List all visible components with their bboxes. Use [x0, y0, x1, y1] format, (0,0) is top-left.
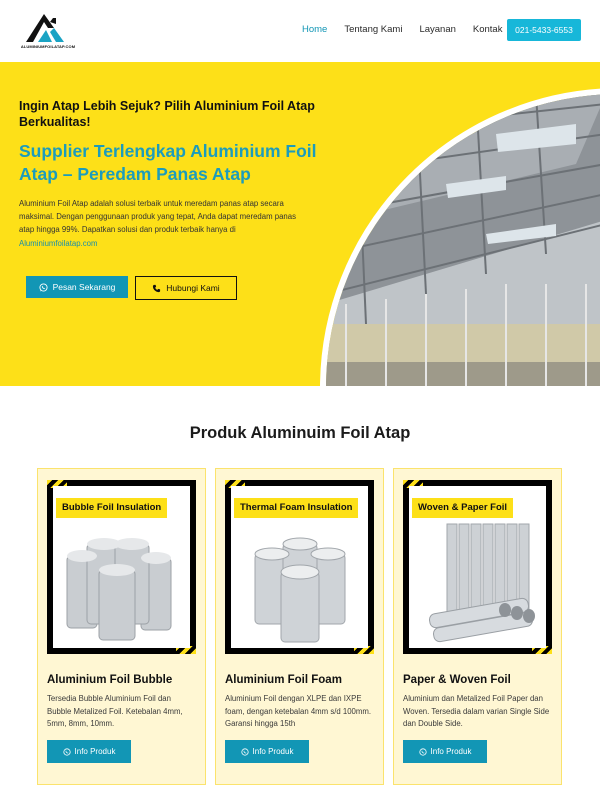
product-name: Aluminium Foil Bubble — [47, 674, 173, 686]
hero-roof-photo — [320, 88, 600, 386]
contact-us-button[interactable] — [135, 276, 237, 300]
contact-us-label: Hubungi Kami — [166, 283, 220, 293]
hero-site-link[interactable]: Aluminiumfoilatap.com — [19, 238, 98, 248]
product-image-foam — [225, 480, 374, 654]
order-now-label: Pesan Sekarang — [52, 282, 116, 292]
product-card-woven — [393, 468, 562, 785]
nav-tentang-kami[interactable]: Tentang Kami — [344, 24, 403, 35]
product-info-label: Info Produk — [252, 747, 294, 756]
nav-kontak[interactable]: Kontak — [472, 24, 503, 35]
product-description: Aluminium dan Metalized Foil Paper dan Woven. Tersedia dalam varian Single Side dan Double Side. — [403, 694, 550, 728]
whatsapp-icon — [241, 748, 249, 756]
product-info-button[interactable] — [47, 740, 131, 763]
logo-text: ALUMINIUMFOILATAP.COM — [20, 44, 76, 49]
product-image-label: Woven & Paper Foil — [412, 498, 513, 518]
phone-button[interactable]: 021-5433-6553 — [507, 19, 581, 41]
product-card-bubble — [37, 468, 206, 785]
whatsapp-icon — [419, 748, 427, 756]
nav-home[interactable]: Home — [302, 24, 328, 35]
product-info-label: Info Produk — [430, 747, 472, 756]
site-header — [0, 0, 600, 62]
hero-description-text: Aluminium Foil Atap adalah solusi terbaik untuk meredam panas atap secara maksimal. Dengan penggunaan produk yang tepat, Anda dapat meredam panas atap hingga 99%. Dapatkan solusi dan produk terbaik hanya di — [19, 199, 296, 235]
product-info-label: Info Produk — [74, 747, 116, 756]
order-now-button[interactable] — [26, 276, 128, 298]
product-image-bubble — [47, 480, 196, 654]
warehouse-roof-illustration — [326, 94, 600, 386]
products-section-title: Produk Aluminuim Foil Atap — [189, 424, 411, 442]
product-card-foam — [215, 468, 384, 785]
site-logo[interactable] — [20, 10, 76, 54]
product-description: Tersedia Bubble Aluminium Foil dan Bubble Metalized Foil. Ketebalan 4mm, 5mm, 8mm, 10mm. — [47, 694, 183, 728]
product-info-button[interactable] — [225, 740, 309, 763]
logo-roof-icon — [20, 10, 76, 46]
product-name: Aluminium Foil Foam — [225, 674, 342, 686]
whatsapp-icon — [39, 283, 48, 292]
hero-tagline: Ingin Atap Lebih Sejuk? Pilih Aluminium Foil Atap Berkualitas! — [19, 99, 315, 129]
nav-layanan[interactable]: Layanan — [419, 24, 456, 35]
product-image-label: Thermal Foam Insulation — [234, 498, 358, 518]
product-image-label: Bubble Foil Insulation — [56, 498, 167, 518]
product-image-woven — [403, 480, 552, 654]
hero-description — [19, 197, 304, 250]
hero-title: Supplier Terlengkap Aluminium Foil Atap – Peredam Panas Atap — [19, 141, 317, 184]
main-nav — [302, 24, 519, 35]
product-info-button[interactable] — [403, 740, 487, 763]
phone-icon — [152, 284, 161, 293]
hero-section — [0, 62, 600, 386]
whatsapp-icon — [63, 748, 71, 756]
product-description: Aluminium Foil dengan XLPE dan IXPE foam, dengan ketebalan 4mm s/d 100mm. Garansi hingga 15th — [225, 694, 372, 728]
product-name: Paper & Woven Foil — [403, 674, 511, 686]
